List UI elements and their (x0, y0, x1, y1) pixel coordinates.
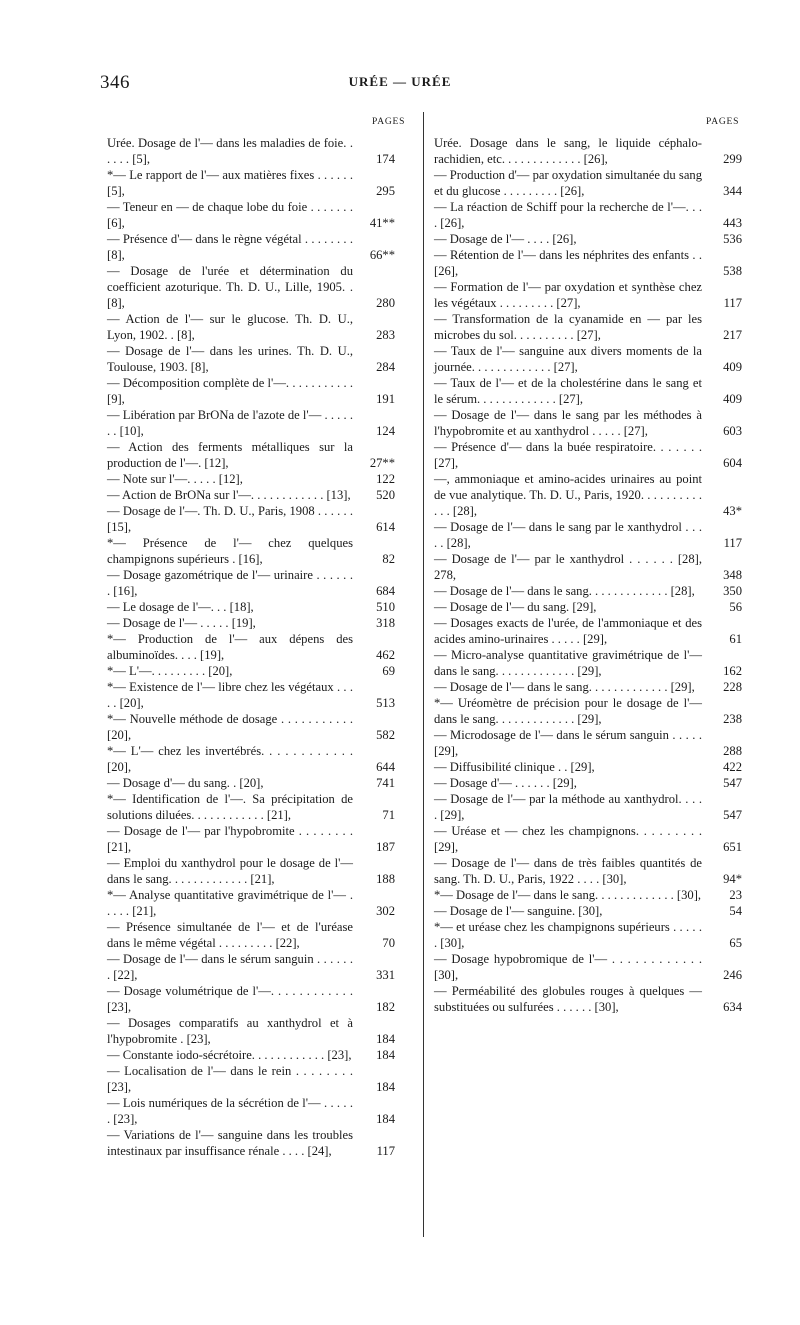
index-entry (434, 471, 754, 519)
entry-text: — Dosage de l'— par l'hypobromite . . . . . . . . [21], (107, 824, 353, 854)
entry-text: — Présence d'— dans le règne végétal . . . . . . . . [8], (107, 232, 353, 262)
entry-text: — Action des ferments métalliques sur la production de l'—. [12], (107, 440, 353, 470)
index-entry (434, 695, 754, 727)
entry-text: *— Le rapport de l'— aux matières fixes . . . . . . [5], (107, 168, 353, 198)
entry-text: — Emploi du xanthydrol pour le dosage de l'— dans le sang. . . . . . . . . . . . . [21], (107, 856, 353, 886)
entry-page: 117 (376, 1144, 395, 1158)
index-entry (434, 599, 754, 615)
index-entry (434, 343, 754, 375)
entry-text: *— Existence de l'— libre chez les végétaux . . . . . [20], (107, 680, 353, 710)
entry-page: 162 (723, 664, 742, 678)
entry-text: — Dosage de l'— sanguine. [30], (434, 904, 603, 918)
entry-text: *— Production de l'— aux dépens des albuminoïdes. . . . [19], (107, 632, 353, 662)
entry-text: — Lois numériques de la sécrétion de l'— . . . . . . [23], (107, 1096, 353, 1126)
entry-page: 582 (376, 728, 395, 742)
column-divider (423, 112, 424, 1237)
index-entry (434, 279, 754, 311)
entry-page: 217 (723, 328, 742, 342)
index-entry (107, 855, 415, 887)
index-entry (434, 855, 754, 887)
index-entry (434, 199, 754, 231)
index-column-right (434, 135, 754, 1015)
index-entry (107, 743, 415, 775)
entry-page: 295 (376, 184, 395, 198)
index-entry (434, 951, 754, 983)
entry-page: 409 (723, 392, 742, 406)
entry-page: 284 (376, 360, 395, 374)
entry-text: — La réaction de Schiff pour la recherche de l'—. . . . [26], (434, 200, 702, 230)
index-entry (107, 775, 415, 791)
entry-text: — Dosage de l'—. Th. D. U., Paris, 1908 . . . . . . [15], (107, 504, 353, 534)
index-entry (434, 647, 754, 679)
index-entry (107, 439, 415, 471)
entry-text: — Taux de l'— sanguine aux divers moments de la journée. . . . . . . . . . . . . [27], (434, 344, 702, 374)
entry-page: 69 (382, 664, 395, 678)
entry-page: 651 (723, 840, 742, 854)
entry-page: 66** (369, 248, 395, 262)
index-entry (107, 711, 415, 743)
entry-text: *— Analyse quantitative gravimétrique de l'— . . . . . [21], (107, 888, 353, 918)
entry-text: *— Nouvelle méthode de dosage . . . . . . . . . . . [20], (107, 712, 353, 742)
entry-text: — Action de BrONa sur l'—. . . . . . . . . . . . [13], (107, 488, 351, 502)
entry-page: 318 (376, 616, 395, 630)
index-entry (107, 1015, 415, 1047)
entry-page: 547 (723, 776, 742, 790)
entry-text: — Dosage d'— . . . . . . [29], (434, 776, 577, 790)
entry-text: — Présence simultanée de l'— et de l'uréase dans le même végétal . . . . . . . . . [22], (107, 920, 353, 950)
index-entry (107, 231, 415, 263)
entry-text: Urée. Dosage dans le sang, le liquide céphalo-rachidien, etc. . . . . . . . . . . . . [26], (434, 136, 702, 166)
entry-page: 283 (376, 328, 395, 342)
entry-text: *— Dosage de l'— dans le sang. . . . . . . . . . . . . [30], (434, 888, 702, 902)
index-entry (107, 919, 415, 951)
entry-page: 350 (723, 584, 742, 598)
entry-text: — Dosage de l'— . . . . [26], (434, 232, 577, 246)
index-entry (434, 823, 754, 855)
entry-page: 538 (723, 264, 742, 278)
index-entry (107, 1047, 415, 1063)
entry-text: — Dosage de l'— dans de très faibles quantités de sang. Th. D. U., Paris, 1922 . . . . [30], (434, 856, 702, 886)
entry-text: — Production d'— par oxydation simultanée du sang et du glucose . . . . . . . . . [26], (434, 168, 702, 198)
entry-page: 344 (723, 184, 742, 198)
entry-text: — Dosage de l'— dans le sérum sanguin . . . . . . . [22], (107, 952, 353, 982)
entry-page: 741 (376, 776, 395, 790)
index-entry (107, 663, 415, 679)
index-entry (434, 551, 754, 583)
entry-text: — Diffusibilité clinique . . [29], (434, 760, 595, 774)
index-entry (434, 919, 754, 951)
entry-text: — Microdosage de l'— dans le sérum sanguin . . . . . [29], (434, 728, 702, 758)
index-entry (107, 535, 415, 567)
index-entry (107, 983, 415, 1015)
index-entry (107, 135, 415, 167)
index-entry (107, 615, 415, 631)
entry-text: — Le dosage de l'—. . . [18], (107, 600, 254, 614)
entry-page: 614 (376, 520, 395, 534)
entry-page: 124 (376, 424, 395, 438)
entry-text: — Dosage de l'— dans les urines. Th. D. U., Toulouse, 1903. [8], (107, 344, 353, 374)
index-entry (434, 983, 754, 1015)
entry-page: 331 (376, 968, 395, 982)
index-entry (107, 487, 415, 503)
index-entry (107, 167, 415, 199)
entry-page: 603 (723, 424, 742, 438)
entry-page: 299 (723, 152, 742, 166)
entry-text: *— Uréomètre de précision pour le dosage de l'— dans le sang. . . . . . . . . . . . . [29], (434, 696, 702, 726)
index-entry (434, 311, 754, 343)
index-entry (107, 407, 415, 439)
entry-page: 634 (723, 1000, 742, 1014)
index-entry (434, 247, 754, 279)
index-entry (107, 567, 415, 599)
entry-text: — Dosage volumétrique de l'—. . . . . . . . . . . . [23], (107, 984, 353, 1014)
index-entry (434, 887, 754, 903)
entry-page: 513 (376, 696, 395, 710)
entry-text: — Dosage de l'— par la méthode au xanthydrol. . . . . [29], (434, 792, 702, 822)
entry-text: — Constante iodo-sécrétoire. . . . . . . . . . . . [23], (107, 1048, 352, 1062)
entry-page: 187 (376, 840, 395, 854)
entry-text: — Dosage de l'— dans le sang par le xanthydrol . . . . . [28], (434, 520, 702, 550)
index-entry (107, 1127, 415, 1159)
entry-page: 536 (723, 232, 742, 246)
entry-page: 61 (729, 632, 742, 646)
entry-text: — Dosage de l'— par le xanthydrol . . . . . . [28], 278, (434, 552, 702, 582)
entry-page: 280 (376, 296, 395, 310)
entry-page: 174 (376, 152, 395, 166)
entry-page: 182 (376, 1000, 395, 1014)
index-entry (107, 375, 415, 407)
entry-page: 228 (723, 680, 742, 694)
entry-page: 94* (723, 872, 742, 886)
entry-page: 547 (723, 808, 742, 822)
index-entry (434, 439, 754, 471)
entry-text: — Dosage de l'— dans le sang par les méthodes à l'hypobromite et au xanthydrol . . . . . [27], (434, 408, 702, 438)
entry-page: 117 (723, 536, 742, 550)
index-entry (434, 167, 754, 199)
entry-page: 462 (376, 648, 395, 662)
entry-text: — Dosage de l'— dans le sang. . . . . . . . . . . . . [28], (434, 584, 695, 598)
entry-page: 188 (376, 872, 395, 886)
index-entry (107, 1063, 415, 1095)
entry-page: 23 (729, 888, 742, 902)
index-entry (107, 631, 415, 663)
index-entry (434, 519, 754, 551)
entry-page: 43* (723, 504, 742, 518)
entry-text: — Uréase et — chez les champignons. . . . . . . . . [29], (434, 824, 702, 854)
entry-text: — Décomposition complète de l'—. . . . . . . . . . . [9], (107, 376, 353, 406)
entry-page: 122 (376, 472, 395, 486)
entry-text: — Action de l'— sur le glucose. Th. D. U., Lyon, 1902. . [8], (107, 312, 353, 342)
index-entry (107, 1095, 415, 1127)
entry-text: *— Identification de l'—. Sa précipitation de solutions diluées. . . . . . . . . . . . [21], (107, 792, 353, 822)
entry-text: — Formation de l'— par oxydation et synthèse chez les végétaux . . . . . . . . . [27], (434, 280, 702, 310)
index-column-left (107, 135, 415, 1159)
entry-text: *— Présence de l'— chez quelques champignons supérieurs . [16], (107, 536, 353, 566)
entry-text: — Dosage de l'urée et détermination du coefficient azoturique. Th. D. U., Lille, 1905. . [8], (107, 264, 353, 310)
entry-text: — Perméabilité des globules rouges à quelques — substituées ou sulfurées . . . . . . [30], (434, 984, 702, 1014)
entry-text: — Dosages comparatifs au xanthydrol et à l'hypobromite . [23], (107, 1016, 353, 1046)
index-entry (107, 471, 415, 487)
entry-text: — Note sur l'—. . . . . [12], (107, 472, 243, 486)
index-entry (107, 951, 415, 983)
running-head: URÉE — URÉE (348, 74, 452, 89)
entry-page: 41** (369, 216, 395, 230)
entry-text: *— L'—. . . . . . . . . [20], (107, 664, 233, 678)
index-entry (434, 231, 754, 247)
entry-text: — Dosage gazométrique de l'— urinaire . . . . . . . [16], (107, 568, 353, 598)
entry-page: 409 (723, 360, 742, 374)
entry-page: 246 (723, 968, 742, 982)
index-entry (434, 583, 754, 599)
entry-page: 82 (382, 552, 395, 566)
index-entry (107, 503, 415, 535)
entry-page: 71 (382, 808, 395, 822)
entry-text: — Dosage de l'— dans le sang. . . . . . . . . . . . . [29], (434, 680, 695, 694)
entry-page: 184 (376, 1080, 395, 1094)
entry-text: — Rétention de l'— dans les néphrites des enfants . . [26], (434, 248, 702, 278)
index-entry (434, 615, 754, 647)
entry-page: 54 (729, 904, 742, 918)
entry-text: — Teneur en — de chaque lobe du foie . . . . . . . [6], (107, 200, 353, 230)
entry-text: — Localisation de l'— dans le rein . . . . . . . . [23], (107, 1064, 353, 1094)
entry-text: — Micro-analyse quantitative gravimétrique de l'— dans le sang. . . . . . . . . . . . . [29], (434, 648, 702, 678)
entry-page: 70 (382, 936, 395, 950)
entry-page: 238 (723, 712, 742, 726)
entry-text: — Dosage de l'— . . . . . [19], (107, 616, 256, 630)
index-entry (434, 791, 754, 823)
entry-page: 422 (723, 760, 742, 774)
entry-text: —, ammoniaque et amino-acides urinaires au point de vue analytique. Th. D. U., Paris, 1920. . . . . . . . . . . . . [28], (434, 472, 702, 518)
entry-page: 27** (369, 456, 395, 470)
index-entry (107, 791, 415, 823)
entry-page: 510 (376, 600, 395, 614)
index-entry (107, 343, 415, 375)
index-entry (107, 311, 415, 343)
index-entry (107, 823, 415, 855)
entry-page: 117 (723, 296, 742, 310)
entry-text: — Dosages exacts de l'urée, de l'ammoniaque et des acides amino-urinaires . . . . . [29], (434, 616, 702, 646)
entry-page: 520 (376, 488, 395, 502)
entry-text: — Variations de l'— sanguine dans les troubles intestinaux par insuffisance rénale . . . . [24], (107, 1128, 353, 1158)
entry-text: — Taux de l'— et de la cholestérine dans le sang et le sérum. . . . . . . . . . . . . [27], (434, 376, 702, 406)
pages-label-right: PAGES (706, 117, 740, 127)
entry-page: 56 (729, 600, 742, 614)
entry-page: 191 (376, 392, 395, 406)
entry-text: — Dosage hypobromique de l'— . . . . . . . . . . . . [30], (434, 952, 702, 982)
index-entry (434, 679, 754, 695)
entry-text: Urée. Dosage de l'— dans les maladies de foie. . . . . . [5], (107, 136, 353, 166)
entry-page: 302 (376, 904, 395, 918)
index-entry (107, 263, 415, 311)
entry-text: *— et uréase chez les champignons supérieurs . . . . . . [30], (434, 920, 702, 950)
entry-page: 184 (376, 1032, 395, 1046)
entry-page: 644 (376, 760, 395, 774)
entry-text: *— L'— chez les invertébrés. . . . . . . . . . . . [20], (107, 744, 353, 774)
page-number: 346 (100, 72, 130, 93)
entry-page: 184 (376, 1048, 395, 1062)
index-entry (434, 903, 754, 919)
entry-page: 288 (723, 744, 742, 758)
index-entry (107, 887, 415, 919)
index-entry (107, 599, 415, 615)
index-entry (434, 775, 754, 791)
entry-text: — Présence d'— dans la buée respiratoire. . . . . . . [27], (434, 440, 702, 470)
index-entry (434, 375, 754, 407)
entry-page: 348 (723, 568, 742, 582)
entry-page: 684 (376, 584, 395, 598)
index-entry (434, 727, 754, 759)
index-entry (107, 199, 415, 231)
entry-page: 604 (723, 456, 742, 470)
pages-label-left: PAGES (372, 117, 406, 127)
entry-text: — Transformation de la cyanamide en — par les microbes du sol. . . . . . . . . . [27], (434, 312, 702, 342)
index-entry (434, 407, 754, 439)
entry-page: 65 (729, 936, 742, 950)
index-entry (434, 135, 754, 167)
entry-page: 443 (723, 216, 742, 230)
entry-text: — Libération par BrONa de l'azote de l'— . . . . . . . [10], (107, 408, 353, 438)
index-entry (434, 759, 754, 775)
entry-page: 184 (376, 1112, 395, 1126)
entry-text: — Dosage d'— du sang. . [20], (107, 776, 264, 790)
index-entry (107, 679, 415, 711)
entry-text: — Dosage de l'— du sang. [29], (434, 600, 597, 614)
